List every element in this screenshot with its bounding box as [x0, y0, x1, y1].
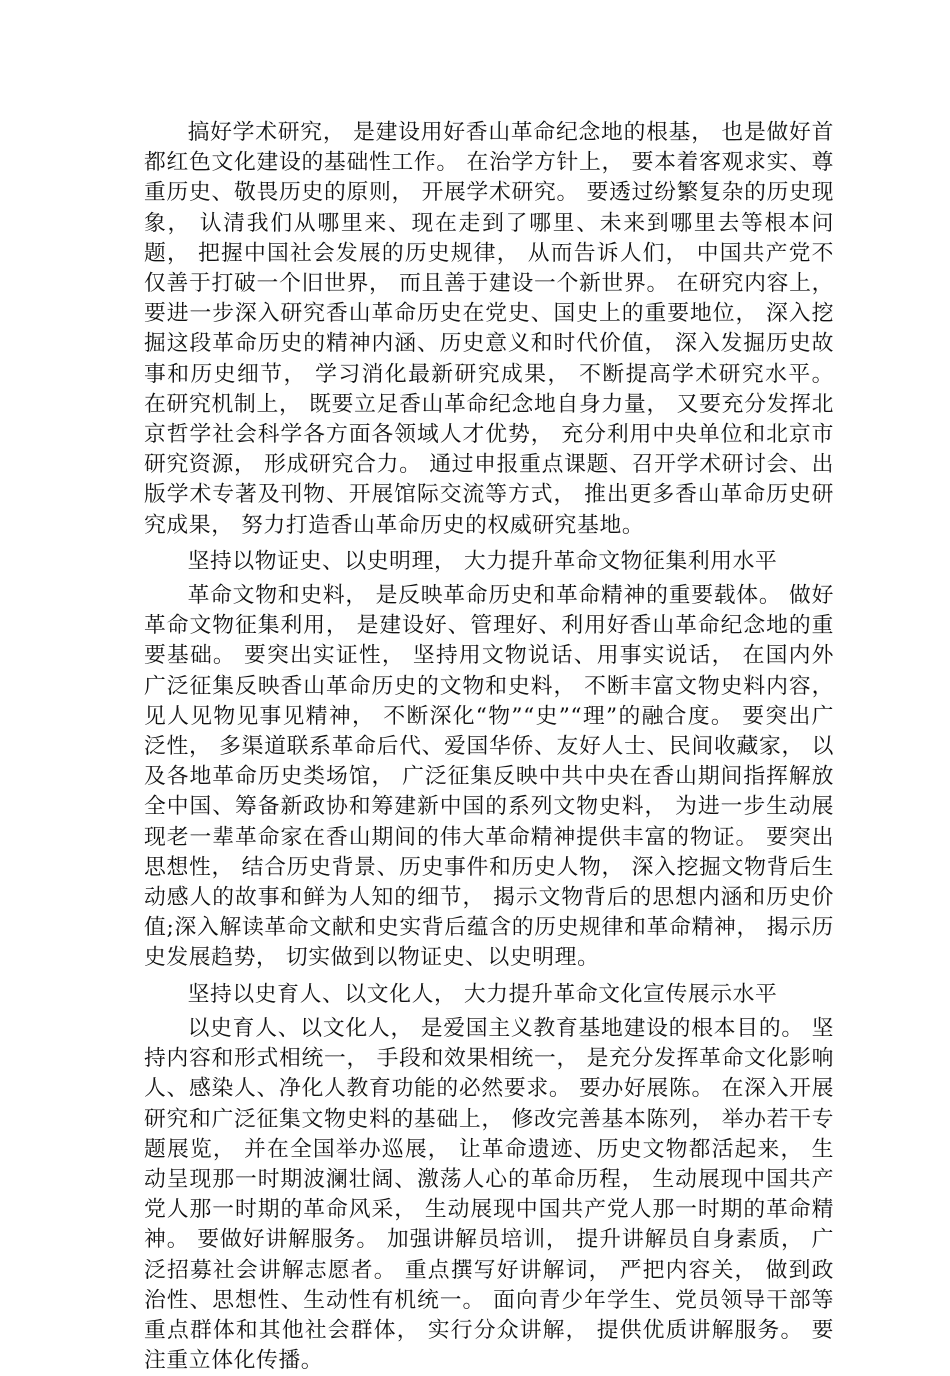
section-heading-relics: 坚持以物证史、以史明理， 大力提升革命文物征集利用水平 [187, 548, 778, 574]
paragraph-relics-collection: 革命文物和史料， 是反映革命历史和革命精神的重要载体。 做好革命文物征集利用， 是建设好、管理好、利用好香山革命纪念地的重要基础。 要突出实证性， 坚持用文物说话、用事实说话， 在国内外广泛征集反映香山革命历史的文物和史料， 不断丰富文物史料内容， 见人见物见事见精神， 不断深化“物”“史”“理”的融合度。 要突出广泛性， 多渠道联系革命后代、爱国华侨、友好人士、民间收藏家， 以及各地革命历史类场馆， 广泛征集反映中共中央在香山期间指挥解放全中国、筹备新政协和筹建新中国的系列文物史料， 为进一步生动展现老一辈革命家在香山期间的伟大革命精神提供丰富的物证。 要突出思想性， 结合历史背景、历史事件和历史人物， 深入挖掘文物背后生动感人的故事和鲜为人知的细节， 揭示文物背后的思想内涵和历史价值;深入解读革命文献和史实背后蕴含的历史规律和革命精神， 揭示历史发展趋势， 切实做到以物证史、以史明理。 [144, 583, 834, 971]
paragraph-academic-research: 搞好学术研究， 是建设用好香山革命纪念地的根基， 也是做好首都红色文化建设的基础性工作。 在治学方针上， 要本着客观求实、尊重历史、敬畏历史的原则， 开展学术研究。 要透过纷繁复杂的历史现象， 认清我们从哪里来、现在走到了哪里、未来到哪里去等根本问题， 把握中国社会发展的历史规律， 从而告诉人们， 中国共产党不仅善于打破一个旧世界， 而且善于建设一个新世界。 在研究内容上， 要进一步深入研究香山革命历史在党史、国史上的重要地位， 深入挖掘这段革命历史的精神内涵、历史意义和时代价值， 深入发掘历史故事和历史细节， 学习消化最新研究成果， 不断提高学术研究水平。 在研究机制上， 既要立足香山革命纪念地自身力量， 又要充分发挥北京哲学社会科学各方面各领域人才优势， 充分利用中央单位和北京市研究资源， 形成研究合力。 通过申报重点课题、召开学术研讨会、出版学术专著及刊物、开展馆际交流等方式， 推出更多香山革命历史研究成果， 努力打造香山革命历史的权威研究基地。 [144, 120, 834, 538]
paragraph-culture-education: 以史育人、以文化人， 是爱国主义教育基地建设的根本目的。 坚持内容和形式相统一， 手段和效果相统一， 是充分发挥革命文化影响人、感染人、净化人教育功能的必然要求。 要办好展陈。 在深入开展研究和广泛征集文物史料的基础上， 修改完善基本陈列， 举办若干专题展览， 并在全国举办巡展， 让革命遗迹、历史文物都活起来， 生动呈现那一时期波澜壮阔、激荡人心的革命历程， 生动展现中国共产党人那一时期的革命风采， 生动展现中国共产党人那一时期的革命精神。 要做好讲解服务。 加强讲解员培训， 提升讲解员自身素质， 广泛招募社会讲解志愿者。 重点撰写好讲解词， 严把内容关， 做到政治性、思想性、生动性有机统一。 面向青少年学生、党员领导干部等重点群体和其他社会群体， 实行分众讲解， 提供优质讲解服务。 要注重立体化传播。 [144, 1015, 834, 1374]
section-heading-culture: 坚持以史育人、以文化人， 大力提升革命文化宣传展示水平 [187, 981, 778, 1007]
document-page [144, 118, 834, 1376]
